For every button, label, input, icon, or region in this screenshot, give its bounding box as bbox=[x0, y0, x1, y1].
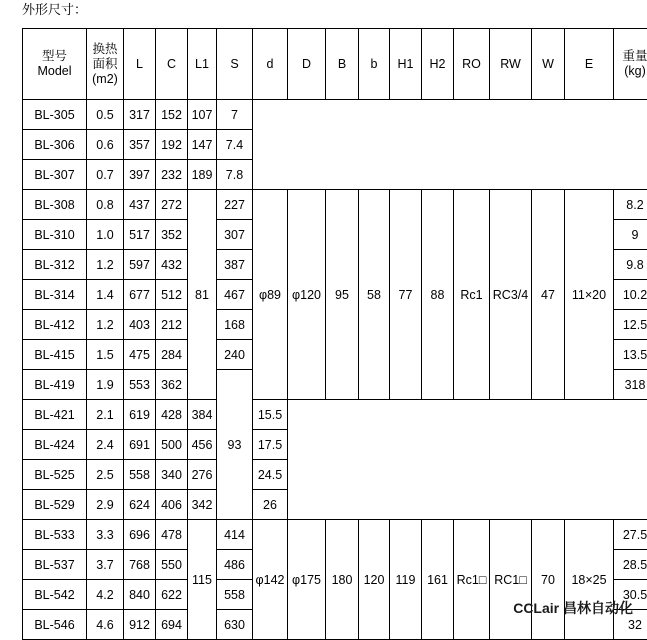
column-header bbox=[288, 29, 326, 100]
cell-weight: 30.5 bbox=[614, 580, 647, 610]
cell-H2: 88 bbox=[422, 190, 454, 400]
cell-area: 3.7 bbox=[87, 550, 124, 580]
page-title: 外形尺寸： bbox=[22, 2, 87, 18]
cell-area: 0.8 bbox=[87, 190, 124, 220]
cell-area: 1.9 bbox=[87, 370, 124, 400]
cell-L1: 115 bbox=[188, 520, 217, 640]
cell-model: BL-424 bbox=[23, 430, 87, 460]
cell-L: 397 bbox=[124, 160, 156, 190]
cell-b: 120 bbox=[359, 520, 390, 640]
cell-model: BL-419 bbox=[23, 370, 87, 400]
cell-weight: 13.5 bbox=[614, 340, 647, 370]
cell-L: 624 bbox=[124, 490, 156, 520]
column-header bbox=[390, 29, 422, 100]
cell-C: 694 bbox=[156, 610, 188, 640]
cell-S: 384 bbox=[188, 400, 217, 430]
column-header bbox=[422, 29, 454, 100]
cell-weight: 28.5 bbox=[614, 550, 647, 580]
cell-L: 357 bbox=[124, 130, 156, 160]
cell-C: 232 bbox=[156, 160, 188, 190]
column-header bbox=[217, 29, 253, 100]
spec-table-container bbox=[22, 28, 624, 640]
cell-S: 318 bbox=[614, 370, 647, 400]
cell-model: BL-421 bbox=[23, 400, 87, 430]
cell-S: 240 bbox=[217, 340, 253, 370]
cell-B: 180 bbox=[326, 520, 359, 640]
header-row bbox=[23, 29, 647, 100]
cell-H2: 161 bbox=[422, 520, 454, 640]
cell-S: 168 bbox=[217, 310, 253, 340]
cell-L: 558 bbox=[124, 460, 156, 490]
cell-area: 2.9 bbox=[87, 490, 124, 520]
cell-C: 362 bbox=[156, 370, 188, 400]
column-header-line: 型号 bbox=[23, 49, 86, 64]
cell-W: 47 bbox=[532, 190, 565, 400]
cell-L: 677 bbox=[124, 280, 156, 310]
table-body bbox=[23, 100, 647, 640]
column-header bbox=[253, 29, 288, 100]
cell-C: 352 bbox=[156, 220, 188, 250]
cell-L: 553 bbox=[124, 370, 156, 400]
cell-d: φ142 bbox=[253, 520, 288, 640]
column-header-line: RO bbox=[454, 57, 489, 72]
table-row bbox=[23, 400, 647, 430]
table-row bbox=[23, 130, 647, 160]
column-header-line: L1 bbox=[188, 57, 216, 72]
table-row bbox=[23, 430, 647, 460]
cell-L: 691 bbox=[124, 430, 156, 460]
column-header-line: L bbox=[124, 57, 155, 72]
column-header bbox=[188, 29, 217, 100]
column-header-line: E bbox=[565, 57, 613, 72]
cell-area: 1.2 bbox=[87, 310, 124, 340]
column-header bbox=[532, 29, 565, 100]
cell-E: 11×20 bbox=[565, 190, 614, 400]
column-header-line: 面积 bbox=[87, 57, 123, 72]
cell-L: 696 bbox=[124, 520, 156, 550]
cell-C: 192 bbox=[156, 130, 188, 160]
cell-weight: 27.5 bbox=[614, 520, 647, 550]
cell-H1: 77 bbox=[390, 190, 422, 400]
cell-weight: 10.2 bbox=[614, 280, 647, 310]
cell-model: BL-308 bbox=[23, 190, 87, 220]
cell-W: 70 bbox=[532, 520, 565, 640]
cell-d: φ89 bbox=[253, 190, 288, 400]
cell-model: BL-305 bbox=[23, 100, 87, 130]
cell-C: 512 bbox=[156, 280, 188, 310]
cell-C: 152 bbox=[156, 100, 188, 130]
column-header-line: b bbox=[359, 57, 389, 72]
table-row bbox=[23, 160, 647, 190]
cell-S: 486 bbox=[217, 550, 253, 580]
cell-S: 387 bbox=[217, 250, 253, 280]
cell-L1: 93 bbox=[217, 370, 253, 520]
cell-L: 437 bbox=[124, 190, 156, 220]
cell-C: 428 bbox=[156, 400, 188, 430]
column-header bbox=[565, 29, 614, 100]
cell-model: BL-415 bbox=[23, 340, 87, 370]
column-header-line: D bbox=[288, 57, 325, 72]
table-row bbox=[23, 190, 647, 220]
cell-C: 212 bbox=[156, 310, 188, 340]
cell-E: 18×25 bbox=[565, 520, 614, 640]
cell-C: 622 bbox=[156, 580, 188, 610]
column-header-line: H1 bbox=[390, 57, 421, 72]
cell-area: 2.5 bbox=[87, 460, 124, 490]
cell-L: 597 bbox=[124, 250, 156, 280]
cell-weight: 26 bbox=[253, 490, 288, 520]
column-header bbox=[326, 29, 359, 100]
cell-weight: 12.5 bbox=[614, 310, 647, 340]
cell-C: 406 bbox=[156, 490, 188, 520]
column-header-line: 重量 bbox=[614, 49, 647, 64]
cell-S: 189 bbox=[188, 160, 217, 190]
cell-weight: 7 bbox=[217, 100, 253, 130]
cell-C: 500 bbox=[156, 430, 188, 460]
cell-S: 467 bbox=[217, 280, 253, 310]
column-header-line: S bbox=[217, 57, 252, 72]
cell-area: 4.2 bbox=[87, 580, 124, 610]
cell-model: BL-542 bbox=[23, 580, 87, 610]
cell-model: BL-314 bbox=[23, 280, 87, 310]
cell-C: 340 bbox=[156, 460, 188, 490]
cell-L1: 81 bbox=[188, 190, 217, 400]
cell-b: 58 bbox=[359, 190, 390, 400]
column-header-line: B bbox=[326, 57, 358, 72]
cell-weight: 7.4 bbox=[217, 130, 253, 160]
cell-area: 4.6 bbox=[87, 610, 124, 640]
cell-S: 147 bbox=[188, 130, 217, 160]
cell-L: 403 bbox=[124, 310, 156, 340]
cell-RO: Rc1□ bbox=[454, 520, 490, 640]
column-header bbox=[87, 29, 124, 100]
cell-D: φ120 bbox=[288, 190, 326, 400]
cell-area: 1.0 bbox=[87, 220, 124, 250]
cell-S: 227 bbox=[217, 190, 253, 220]
cell-model: BL-525 bbox=[23, 460, 87, 490]
cell-C: 478 bbox=[156, 520, 188, 550]
cell-area: 1.5 bbox=[87, 340, 124, 370]
column-header bbox=[124, 29, 156, 100]
column-header-line: Model bbox=[23, 64, 86, 79]
cell-H1: 119 bbox=[390, 520, 422, 640]
table-row bbox=[23, 460, 647, 490]
table-row bbox=[23, 490, 647, 520]
column-header-line: (kg) bbox=[614, 64, 647, 79]
cell-area: 3.3 bbox=[87, 520, 124, 550]
cell-area: 0.7 bbox=[87, 160, 124, 190]
cell-model: BL-310 bbox=[23, 220, 87, 250]
cell-area: 0.6 bbox=[87, 130, 124, 160]
column-header bbox=[490, 29, 532, 100]
cell-model: BL-529 bbox=[23, 490, 87, 520]
cell-RW: RC1□ bbox=[490, 520, 532, 640]
cell-S: 342 bbox=[188, 490, 217, 520]
cell-weight: 9.8 bbox=[614, 250, 647, 280]
cell-C: 284 bbox=[156, 340, 188, 370]
cell-model: BL-307 bbox=[23, 160, 87, 190]
column-header-line: C bbox=[156, 57, 187, 72]
cell-S: 630 bbox=[217, 610, 253, 640]
cell-S: 107 bbox=[188, 100, 217, 130]
cell-L: 912 bbox=[124, 610, 156, 640]
cell-model: BL-306 bbox=[23, 130, 87, 160]
cell-L: 475 bbox=[124, 340, 156, 370]
cell-area: 2.4 bbox=[87, 430, 124, 460]
column-header bbox=[614, 29, 647, 100]
cell-L: 517 bbox=[124, 220, 156, 250]
cell-weight: 7.8 bbox=[217, 160, 253, 190]
cell-weight: 24.5 bbox=[253, 460, 288, 490]
column-header bbox=[454, 29, 490, 100]
cell-L: 840 bbox=[124, 580, 156, 610]
cell-S: 414 bbox=[217, 520, 253, 550]
dimensions-table bbox=[22, 28, 647, 640]
table-row bbox=[23, 100, 647, 130]
cell-C: 432 bbox=[156, 250, 188, 280]
column-header-line: d bbox=[253, 57, 287, 72]
column-header-line: W bbox=[532, 57, 564, 72]
cell-area: 0.5 bbox=[87, 100, 124, 130]
cell-L: 768 bbox=[124, 550, 156, 580]
table-row bbox=[23, 520, 647, 550]
column-header bbox=[359, 29, 390, 100]
column-header-line: (m2) bbox=[87, 72, 123, 87]
column-header-line: 换热 bbox=[87, 42, 123, 57]
cell-L: 317 bbox=[124, 100, 156, 130]
watermark: CCLair 昌林自动化 bbox=[513, 598, 633, 618]
cell-B: 95 bbox=[326, 190, 359, 400]
cell-model: BL-546 bbox=[23, 610, 87, 640]
cell-area: 1.4 bbox=[87, 280, 124, 310]
cell-model: BL-312 bbox=[23, 250, 87, 280]
cell-weight: 15.5 bbox=[253, 400, 288, 430]
cell-S: 456 bbox=[188, 430, 217, 460]
column-header bbox=[156, 29, 188, 100]
table-header bbox=[23, 29, 647, 100]
cell-model: BL-533 bbox=[23, 520, 87, 550]
cell-D: φ175 bbox=[288, 520, 326, 640]
cell-weight: 9 bbox=[614, 220, 647, 250]
cell-RW: RC3/4 bbox=[490, 190, 532, 400]
cell-C: 272 bbox=[156, 190, 188, 220]
column-header-line: H2 bbox=[422, 57, 453, 72]
cell-S: 307 bbox=[217, 220, 253, 250]
cell-S: 558 bbox=[217, 580, 253, 610]
cell-S: 276 bbox=[188, 460, 217, 490]
cell-model: BL-537 bbox=[23, 550, 87, 580]
column-header bbox=[23, 29, 87, 100]
cell-RO: Rc1 bbox=[454, 190, 490, 400]
cell-model: BL-412 bbox=[23, 310, 87, 340]
cell-weight: 8.2 bbox=[614, 190, 647, 220]
cell-weight: 17.5 bbox=[253, 430, 288, 460]
cell-L: 619 bbox=[124, 400, 156, 430]
column-header-line: RW bbox=[490, 57, 531, 72]
cell-weight: 32 bbox=[614, 610, 647, 640]
cell-C: 550 bbox=[156, 550, 188, 580]
cell-area: 2.1 bbox=[87, 400, 124, 430]
cell-area: 1.2 bbox=[87, 250, 124, 280]
